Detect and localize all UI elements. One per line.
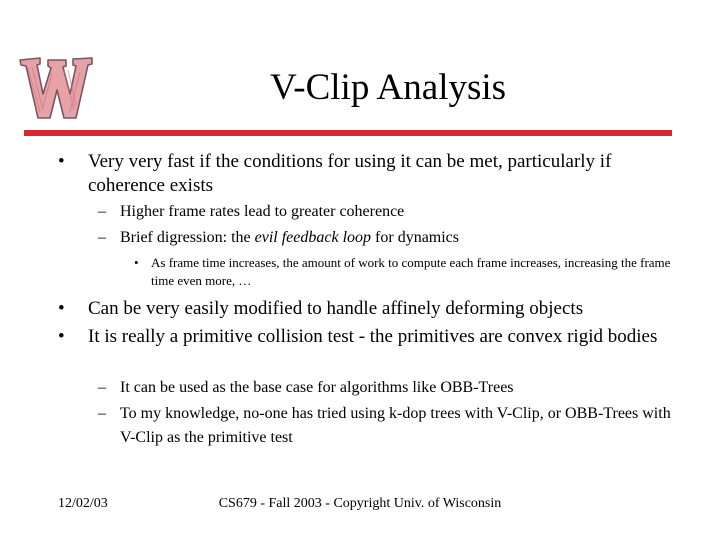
bullet-marker: • <box>58 151 65 172</box>
sub-bullet-text: To my knowledge, no-one has tried using k-dop trees with V-Clip, or OBB-Trees with V-Clip as the primitive test <box>120 405 671 446</box>
bullet-marker: • <box>58 326 65 347</box>
bullet-marker: • <box>134 255 139 270</box>
sub-bullet-text: Higher frame rates lead to greater coherence <box>120 203 405 220</box>
sub-bullet-text: It can be used as the base case for algorithms like OBB-Trees <box>120 379 514 396</box>
dash-marker: – <box>98 229 106 246</box>
wisconsin-w-logo-icon <box>18 50 96 122</box>
bullet-text: Very very fast if the conditions for using it can be met, particularly if coherence exists <box>88 151 612 196</box>
dash-marker: – <box>98 203 106 220</box>
sub-bullet-text-end: for dynamics <box>371 229 460 246</box>
sub-bullet-text-start: Brief digression: the <box>120 229 255 246</box>
emphasis-text: evil feedback loop <box>254 229 372 246</box>
bullet-text: It is really a primitive collision test - the primitives are convex rigid bodies <box>88 326 658 347</box>
sub-bullet-text <box>120 226 680 250</box>
footer-copyright: CS679 - Fall 2003 - Copyright Univ. of Wisconsin <box>218 496 502 511</box>
bullet-marker: • <box>58 298 65 319</box>
sub-sub-bullet-text: As frame time increases, the amount of work to compute each frame increases, increasing the frame time even more, … <box>151 255 671 288</box>
slide-title: V-Clip Analysis <box>269 67 507 108</box>
footer-date: 12/02/03 <box>58 496 108 511</box>
title-underline-rule <box>24 130 672 136</box>
w-letter-shape <box>20 58 92 118</box>
dash-marker: – <box>98 405 106 422</box>
dash-marker: – <box>98 379 106 396</box>
bullet-text: Can be very easily modified to handle affinely deforming objects <box>88 298 584 319</box>
